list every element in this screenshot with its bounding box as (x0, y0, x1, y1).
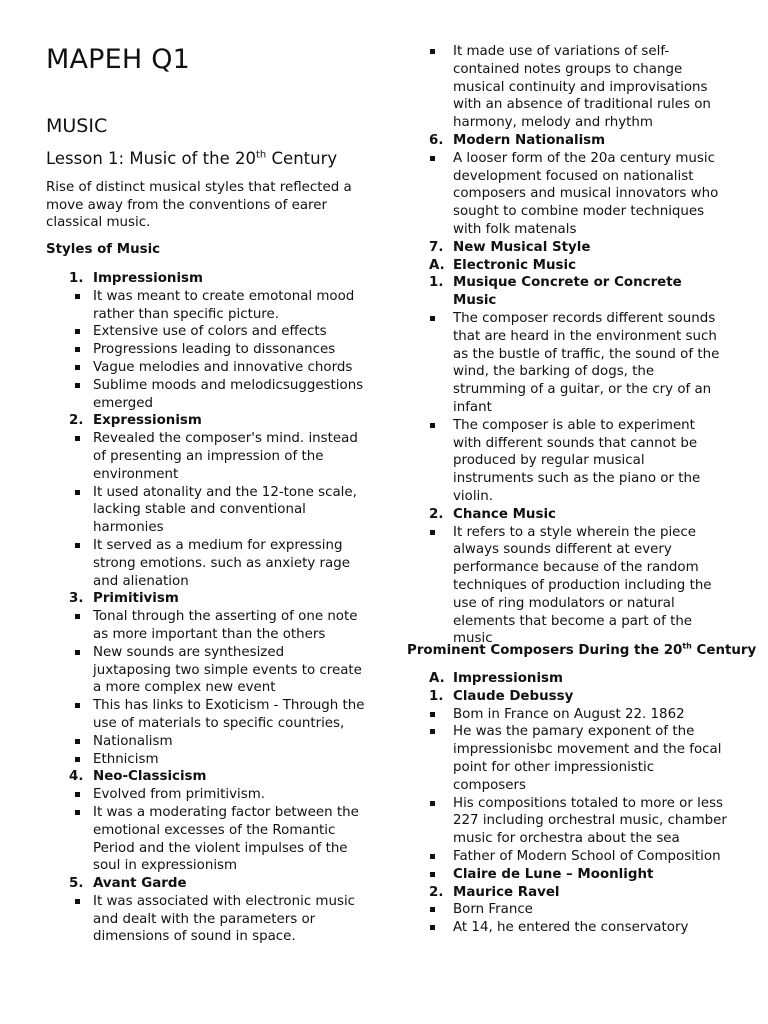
document-title: MAPEH Q1 (46, 44, 191, 75)
item-text: Claire de Lune – Moonlight (453, 866, 654, 882)
item-text: Impressionism (93, 271, 203, 286)
bullet-item (46, 323, 366, 341)
square-bullet-icon (75, 650, 80, 655)
square-bullet-icon (75, 614, 80, 619)
square-bullet-icon (75, 383, 80, 388)
list-heading-item (46, 590, 366, 608)
list-heading-item (407, 132, 727, 150)
composers-heading-suffix: Century (691, 643, 757, 658)
bullet-item (407, 848, 727, 866)
list-number: 6. (429, 132, 444, 148)
square-bullet-icon (430, 854, 435, 859)
square-bullet-icon (430, 423, 435, 428)
item-text: Nationalism (93, 733, 173, 749)
composers-heading-prefix: Prominent Composers During the 20 (407, 643, 683, 658)
square-bullet-icon (75, 543, 80, 548)
list-heading-item (407, 688, 727, 706)
item-text: A looser form of the 20a century music development focused on nationalist composers and musical innovators who sought to combine moder techniques with folk matenals (453, 150, 719, 237)
item-text: It was meant to create emotonal mood rather than specific picture. (93, 288, 355, 322)
item-text: Modern Nationalism (453, 132, 606, 148)
bullet-item (46, 484, 366, 537)
list-number: 7. (429, 239, 444, 255)
square-bullet-icon (430, 872, 435, 877)
list-number: 2. (429, 884, 444, 900)
square-bullet-icon (430, 316, 435, 321)
item-text: Maurice Ravel (453, 884, 560, 900)
list-heading-item (407, 257, 727, 275)
bullet-item (46, 537, 366, 590)
composers-heading (407, 643, 756, 658)
bullet-item (407, 866, 727, 884)
styles-list-continued (407, 43, 727, 648)
bullet-item (407, 919, 727, 937)
item-text: Born France (453, 902, 533, 918)
bullet-item (46, 697, 366, 733)
lesson-title (46, 149, 337, 168)
square-bullet-icon (75, 490, 80, 495)
item-text: The composer records different sounds that are heard in the environment such as the bustle of traffic, the sound of the wind, the barking of dogs, the strumming of a guitar, or the cry of an infant (453, 310, 720, 415)
list-heading-item (407, 239, 727, 257)
square-bullet-icon (75, 899, 80, 904)
bullet-item (46, 288, 366, 324)
composers-list (407, 670, 727, 937)
square-bullet-icon (430, 729, 435, 734)
item-text: It used atonality and the 12-tone scale, lacking stable and conventional harmonies (93, 484, 357, 536)
item-text: Extensive use of colors and effects (93, 324, 327, 340)
item-text: It was a moderating factor between the emotional excesses of the Romantic Period and the violent impulses of the soul in expressionism (93, 804, 359, 874)
bullet-item (46, 786, 366, 804)
item-text: His compositions totaled to more or less 227 including orchestral music, chamber music for orchestra about the sea (453, 795, 727, 847)
item-text: The composer is able to experiment with different sounds that cannot be produced by regular musical instruments such as the piano or the violin. (453, 417, 701, 504)
list-number: A. (429, 257, 445, 273)
item-text: Avant Garde (93, 876, 187, 892)
square-bullet-icon (75, 294, 80, 299)
list-heading-item (46, 768, 366, 786)
square-bullet-icon (75, 739, 80, 744)
bullet-item (407, 524, 727, 649)
item-text: Primitivism (93, 591, 179, 607)
item-text: It was associated with electronic music and dealt with the parameters or dimensions of sound in space. (93, 893, 356, 945)
bullet-item (46, 733, 366, 751)
list-number: 5. (69, 876, 84, 892)
square-bullet-icon (75, 365, 80, 370)
item-text: He was the pamary exponent of the impressionisbc movement and the focal point for other impressionistic composers (453, 724, 722, 793)
list-number: 1. (429, 275, 444, 291)
item-text: New sounds are synthesized juxtaposing two simple events to create a more complex new event (93, 644, 362, 696)
item-text: Ethnicism (93, 751, 159, 767)
item-text: Claude Debussy (453, 688, 574, 704)
square-bullet-icon (430, 801, 435, 806)
styles-heading: Styles of Music (46, 242, 161, 257)
square-bullet-icon (430, 530, 435, 535)
lesson-title-suffix: Century (266, 149, 338, 168)
bullet-item (407, 723, 727, 794)
square-bullet-icon (430, 49, 435, 54)
bullet-item (407, 310, 727, 417)
lesson-title-prefix: Lesson 1: Music of the 20 (46, 149, 257, 168)
square-bullet-icon (430, 907, 435, 912)
bullet-item (46, 804, 366, 875)
square-bullet-icon (75, 329, 80, 334)
list-heading-item (407, 670, 727, 688)
bullet-item (407, 150, 727, 239)
square-bullet-icon (75, 810, 80, 815)
item-text: Expressionism (93, 413, 202, 429)
item-text: Vague melodies and innovative chords (93, 359, 353, 375)
item-text: Electronic Music (453, 257, 577, 273)
bullet-item (407, 901, 727, 919)
subject-heading: MUSIC (46, 115, 108, 137)
item-text: Evolved from primitivism. (93, 787, 266, 803)
item-text: This has links to Exoticism - Through the use of materials to specific countries, (93, 698, 365, 731)
list-number: 4. (69, 769, 84, 785)
list-number: A. (429, 671, 445, 686)
bullet-item (46, 377, 366, 413)
item-text: Neo-Classicism (93, 769, 207, 785)
item-text: New Musical Style (453, 239, 591, 255)
list-number: 2. (69, 413, 84, 429)
item-text: At 14, he entered the conservatory (453, 920, 689, 936)
list-heading-item (46, 270, 366, 288)
list-number: 2. (429, 506, 444, 522)
square-bullet-icon (75, 757, 80, 762)
item-text: Musique Concrete or Concrete Music (453, 275, 682, 309)
list-heading-item (407, 884, 727, 902)
bullet-item (407, 417, 727, 506)
list-heading-item (46, 875, 366, 893)
item-text: Revealed the composer's mind. instead of presenting an impression of the environment (93, 431, 358, 482)
item-text: Bom in France on August 22. 1862 (453, 706, 685, 722)
square-bullet-icon (430, 156, 435, 161)
square-bullet-icon (75, 347, 80, 352)
square-bullet-icon (430, 712, 435, 717)
item-text: It made use of variations of self-contained notes groups to change musical continuity and improvisations with an absence of traditional rules on harmony, melody and rhythm (453, 44, 711, 131)
bullet-item (46, 608, 366, 644)
bullet-item (46, 430, 366, 483)
square-bullet-icon (75, 703, 80, 708)
lesson-intro: Rise of distinct musical styles that reflected a move away from the conventions of earer classical music. (46, 180, 352, 231)
bullet-item (46, 341, 366, 359)
composers-heading-sup: th (682, 641, 692, 651)
square-bullet-icon (75, 436, 80, 441)
list-number: 1. (69, 271, 84, 286)
bullet-item (407, 706, 727, 724)
list-number: 3. (69, 591, 84, 607)
square-bullet-icon (430, 925, 435, 930)
item-text: Chance Music (453, 506, 556, 522)
bullet-item (407, 795, 727, 848)
bullet-item (46, 644, 366, 697)
lesson-title-sup: th (256, 149, 267, 161)
bullet-item (46, 751, 366, 769)
item-text: Progressions leading to dissonances (93, 342, 336, 358)
item-text: Tonal through the asserting of one note as more important than the others (93, 609, 358, 642)
list-heading-item (407, 274, 727, 310)
list-number: 1. (429, 688, 444, 704)
list-heading-item (46, 412, 366, 430)
item-text: Impressionism (453, 671, 563, 686)
item-text: Sublime moods and melodicsuggestions emerged (93, 377, 364, 411)
item-text: It served as a medium for expressing strong emotions. such as anxiety rage and alienation (93, 537, 350, 589)
styles-list (46, 270, 366, 946)
item-text: It refers to a style wherein the piece always sounds different at every performance because of the random techniques of production including the use of ring modulators or natural elements that become a part of the music (453, 524, 712, 647)
square-bullet-icon (75, 792, 80, 797)
item-text: Father of Modern School of Composition (453, 848, 721, 864)
bullet-item (46, 359, 366, 377)
bullet-item (407, 43, 727, 132)
list-heading-item (407, 506, 727, 524)
bullet-item (46, 893, 366, 946)
